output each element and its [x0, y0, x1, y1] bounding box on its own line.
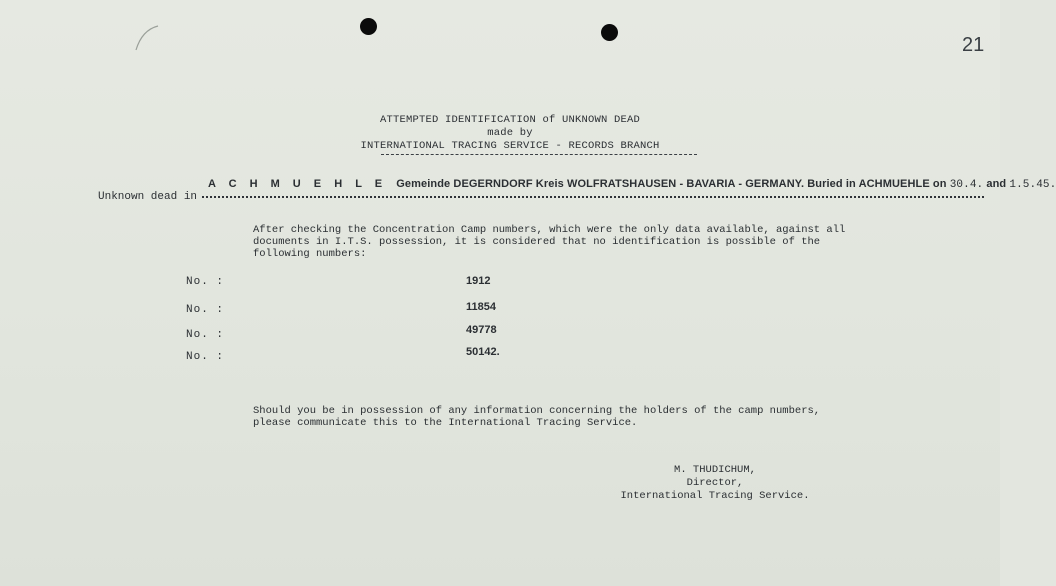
dotted-fill-line	[202, 196, 984, 198]
intro-line: following numbers:	[253, 248, 367, 260]
pencil-mark	[128, 24, 168, 54]
signature-block	[600, 464, 830, 503]
burial-location-line	[208, 178, 1056, 191]
camp-number: 11854	[466, 301, 496, 313]
number-label: No. :	[186, 351, 225, 363]
heading-underline	[381, 154, 697, 155]
intro-line: documents in I.T.S. possession, it is considered that no identification is possible of the	[253, 236, 821, 248]
number-label: No. :	[186, 304, 225, 316]
burial-place: A C H M U E H L E	[208, 178, 388, 190]
closing-line: Should you be in possession of any information concerning the holders of the camp numbers,	[253, 405, 821, 417]
camp-number: 49778	[466, 324, 497, 336]
closing-paragraph	[253, 405, 873, 429]
burial-date-first: 30.4.	[949, 179, 984, 191]
intro-line: After checking the Concentration Camp numbers, which were the only data available, against all	[253, 224, 846, 236]
burial-and: and	[986, 178, 1007, 190]
heading-made-by: made by	[487, 127, 533, 139]
page-number: 21	[962, 34, 985, 56]
heading-title: ATTEMPTED IDENTIFICATION of UNKNOWN DEAD	[379, 114, 641, 126]
number-label: No. :	[186, 329, 225, 341]
intro-paragraph	[253, 224, 873, 260]
camp-number: 50142.	[466, 346, 500, 358]
heading-organization: INTERNATIONAL TRACING SERVICE - RECORDS BRANCH	[360, 140, 660, 152]
camp-number: 1912	[466, 275, 491, 287]
closing-line: please communicate this to the International Tracing Service.	[253, 417, 638, 429]
document-heading	[360, 114, 660, 153]
burial-details: Gemeinde DEGERNDORF Kreis WOLFRATSHAUSEN - BAVARIA - GERMANY. Buried in ACHMUEHLE on	[396, 178, 947, 190]
burial-date-second: 1.5.45.	[1009, 179, 1056, 191]
signatory-title: Director,	[686, 477, 744, 489]
signatory-organization: International Tracing Service.	[620, 490, 810, 502]
signatory-name: M. THUDICHUM,	[674, 464, 756, 476]
punch-hole-left	[360, 18, 377, 35]
punch-hole-right	[601, 24, 618, 41]
number-label: No. :	[186, 276, 225, 288]
unknown-dead-label: Unknown dead in	[98, 191, 198, 203]
